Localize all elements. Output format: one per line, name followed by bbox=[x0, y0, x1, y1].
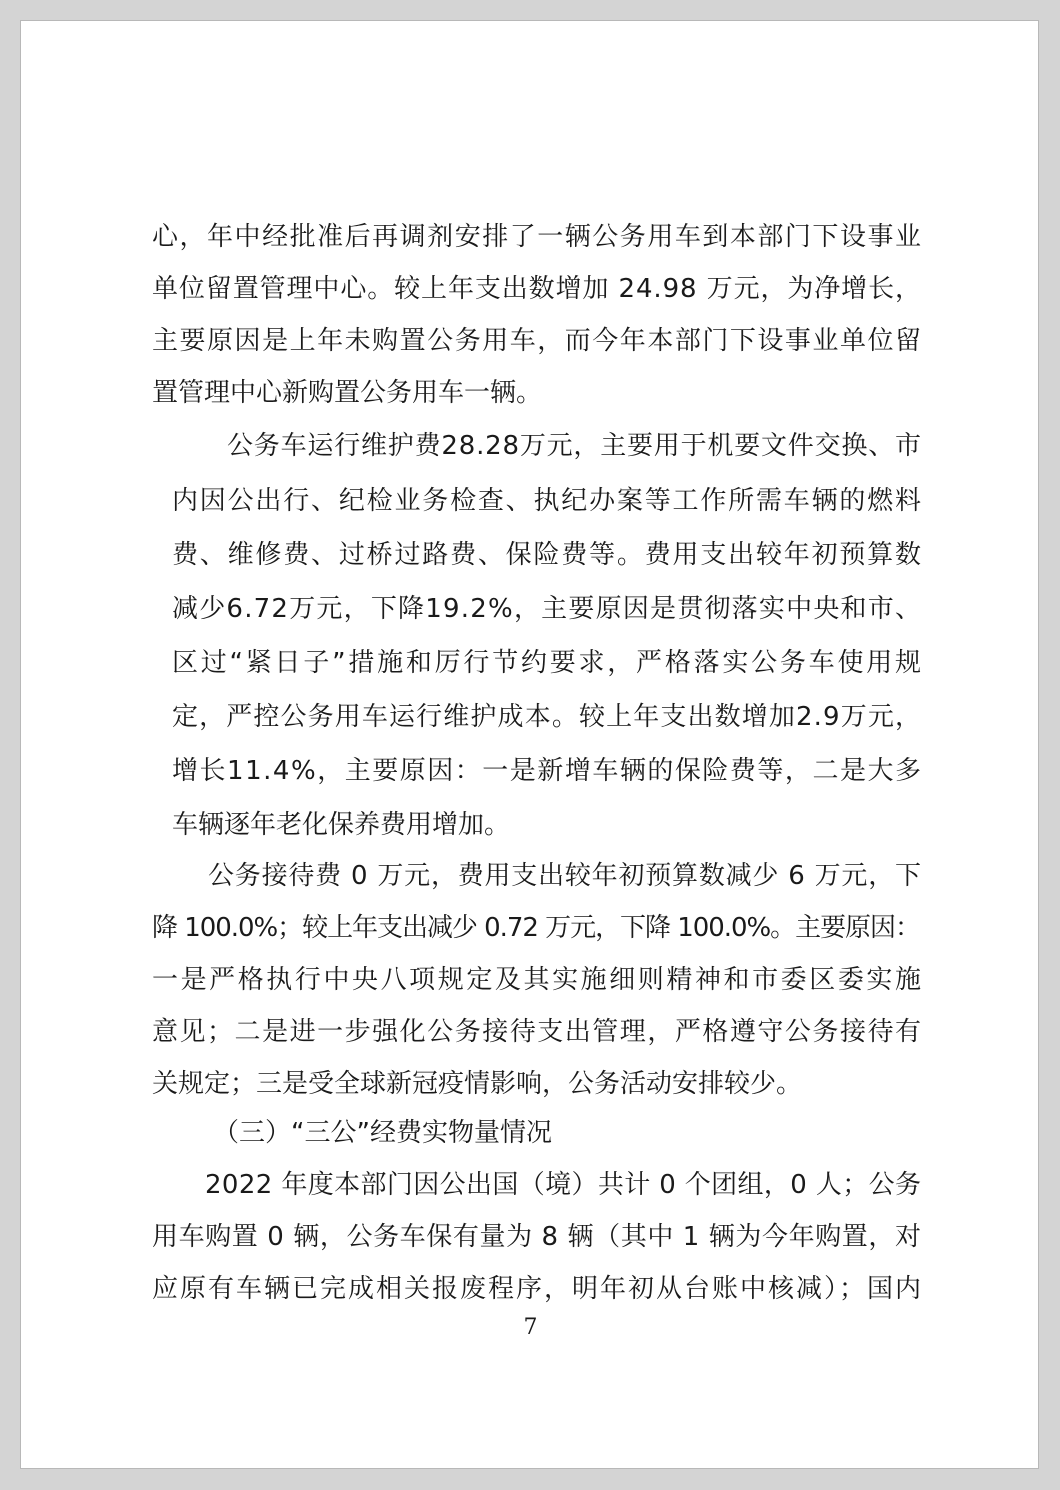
section-heading-text: （三）“三公”经费实物量情况 bbox=[213, 1118, 552, 1148]
text-line: 应原有车辆已完成相关报废程序，明年初从台账中核减）；国内 bbox=[152, 1274, 923, 1304]
text-line: 心，年中经批准后再调剂安排了一辆公务用车到本部门下设事业 bbox=[152, 222, 923, 252]
text-line: 减少6.72万元，下降19.2%，主要原因是贯彻落实中央和市、 bbox=[172, 594, 923, 624]
text-line: 置管理中心新购置公务用车一辆。 bbox=[152, 378, 543, 408]
text-line: 费、维修费、过桥过路费、保险费等。费用支出较年初预算数 bbox=[172, 540, 923, 570]
text-line: 2022 年度本部门因公出国（境）共计 0 个团组，0 人；公务 bbox=[205, 1170, 922, 1200]
text-line: 内因公出行、纪检业务检查、执纪办案等工作所需车辆的燃料 bbox=[172, 486, 923, 516]
text-line: 用车购置 0 辆，公务车保有量为 8 辆（其中 1 辆为今年购置，对 bbox=[152, 1222, 922, 1252]
document-page bbox=[20, 20, 1039, 1469]
text-line: 公务车运行维护费28.28万元，主要用于机要文件交换、市 bbox=[227, 431, 922, 461]
text-line: 公务接待费 0 万元，费用支出较年初预算数减少 6 万元，下 bbox=[208, 861, 922, 891]
text-line: 区过“紧日子”措施和厉行节约要求，严格落实公务车使用规 bbox=[172, 648, 924, 678]
text-line: 主要原因是上年未购置公务用车，而今年本部门下设事业单位留 bbox=[152, 326, 923, 356]
text-line: 关规定；三是受全球新冠疫情影响，公务活动安排较少。 bbox=[152, 1069, 803, 1099]
page-number: 7 bbox=[523, 1315, 538, 1340]
text-line: 意见；二是进一步强化公务接待支出管理，严格遵守公务接待有 bbox=[152, 1017, 923, 1047]
text-line: 车辆逐年老化保养费用增加。 bbox=[172, 810, 511, 840]
text-line: 一是严格执行中央八项规定及其实施细则精神和市委区委实施 bbox=[152, 965, 924, 995]
text-line: 增长11.4%，主要原因：一是新增车辆的保险费等，二是大多 bbox=[172, 756, 923, 786]
text-line: 降 100.0%；较上年支出减少 0.72 万元，下降 100.0%。主要原因： bbox=[152, 913, 920, 943]
text-line: 定，严控公务用车运行维护成本。较上年支出数增加2.9万元， bbox=[172, 702, 923, 732]
text-line: 单位留置管理中心。较上年支出数增加 24.98 万元，为净增长， bbox=[152, 274, 922, 304]
